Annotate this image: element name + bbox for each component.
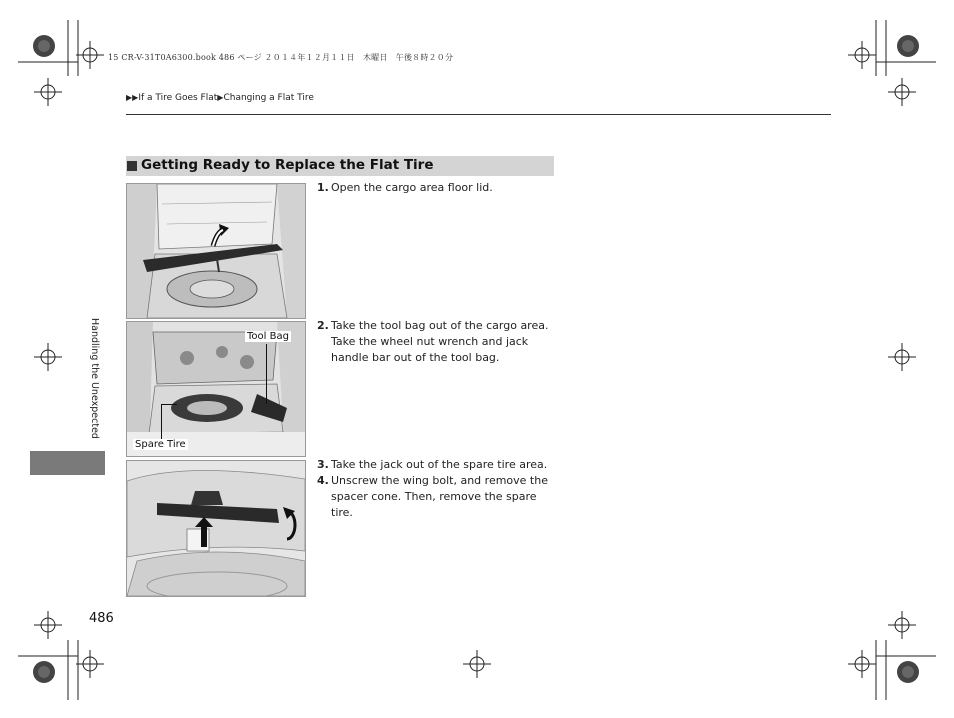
print-info-line: 15 CR-V-31T0A6300.book 486 ページ ２０１４年１２月１１日 木曜日 午後８時２０分 [108, 53, 454, 62]
breadcrumb-parent-link[interactable]: If a Tire Goes Flat [138, 93, 218, 103]
step-number: 4. [317, 474, 329, 487]
step-text: Take the jack out of the spare tire area. [331, 458, 548, 471]
breadcrumb-current: Changing a Flat Tire [223, 93, 314, 103]
side-chapter-label: Handling the Unexpected [89, 318, 100, 439]
step-text: Unscrew the wing bolt, and remove the spacer cone. Then, remove the spare tire. [331, 474, 548, 519]
breadcrumb-arrows: ▶▶ [126, 93, 139, 102]
registration-targets [34, 41, 916, 678]
step-text: Open the cargo area floor lid. [331, 181, 493, 194]
step-number: 1. [317, 181, 329, 194]
callout-spare-tire: Spare Tire [135, 439, 186, 450]
breadcrumb-separator: ▶ [217, 93, 224, 102]
page-number: 486 [89, 611, 114, 626]
step-text: Take the tool bag out of the cargo area. Take the wheel nut wrench and jack handle bar out of the tool bag. [331, 319, 549, 364]
color-bar-rosettes [33, 35, 919, 683]
step-number: 2. [317, 319, 329, 332]
step-number: 3. [317, 458, 329, 471]
callout-tool-bag: Tool Bag [247, 331, 289, 342]
section-title: Getting Ready to Replace the Flat Tire [141, 157, 434, 173]
